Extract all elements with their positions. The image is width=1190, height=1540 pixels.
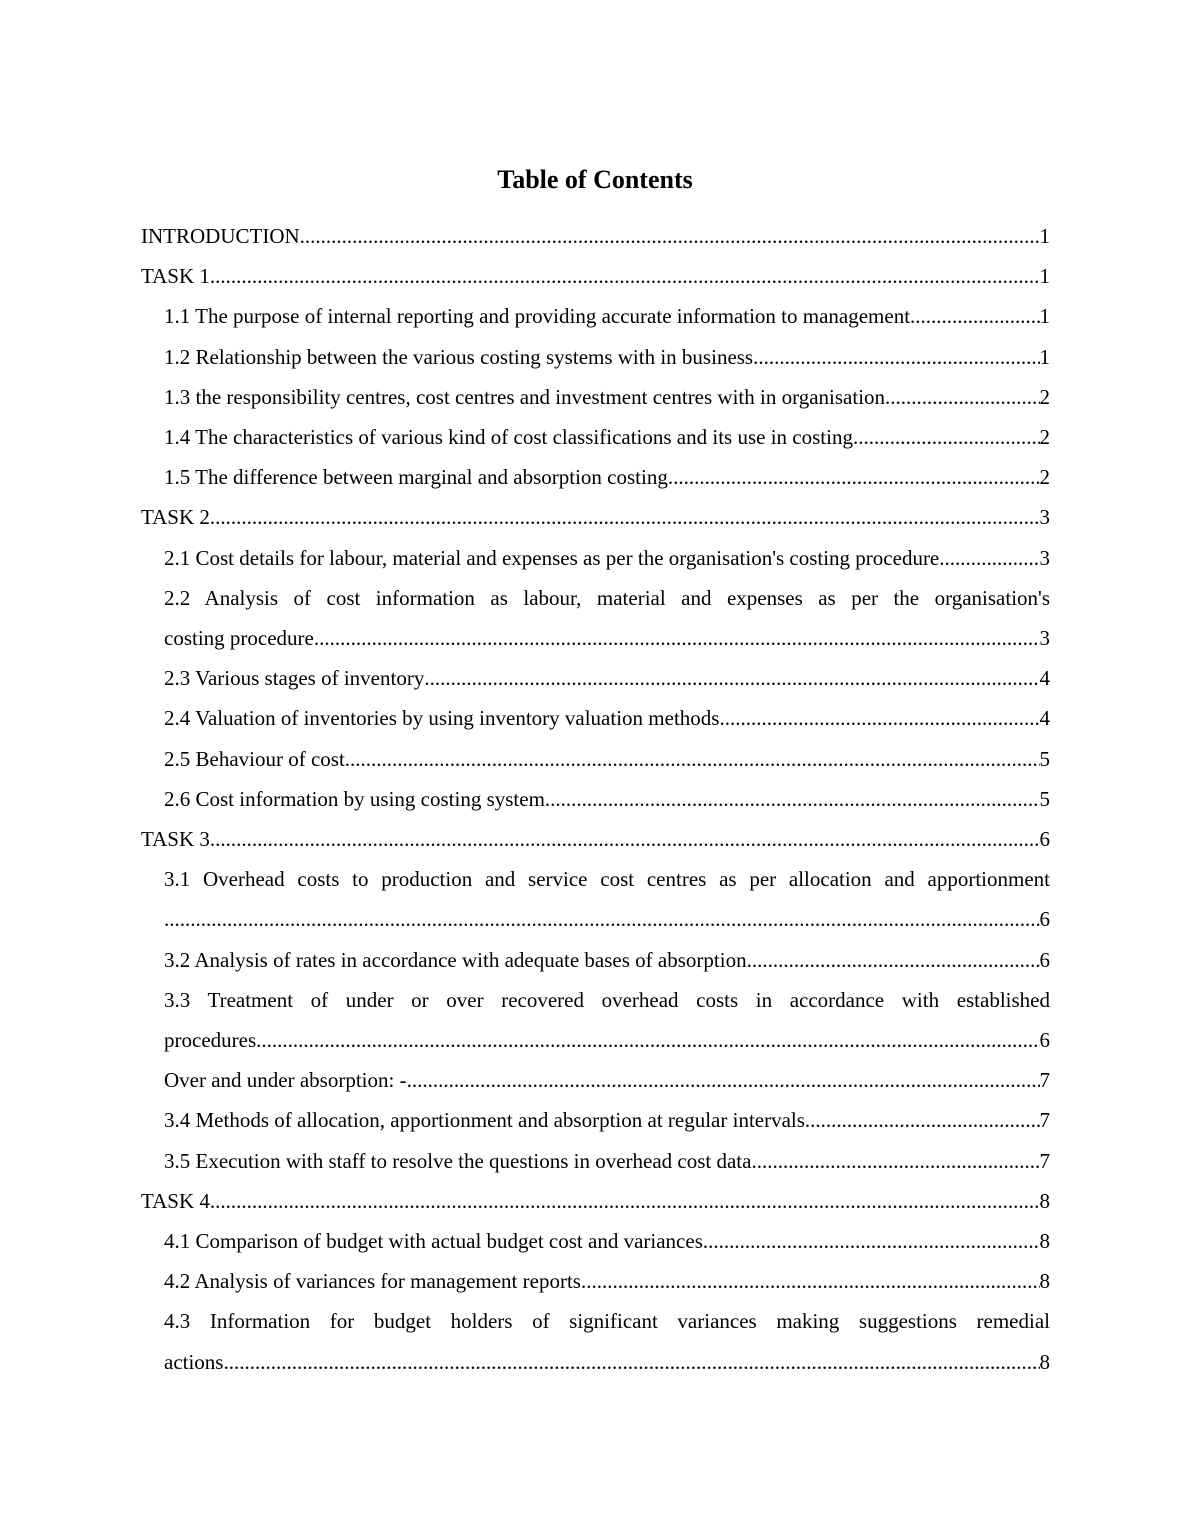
toc-entry[interactable] [141,859,1050,939]
dot-leader [747,940,1040,980]
toc-entry-page-number: 7 [1039,1148,1050,1173]
dot-leader [210,497,1040,537]
toc-entry-page-number: 2 [1039,465,1050,490]
dot-leader [424,658,1039,698]
dot-leader [915,296,1039,336]
toc-entry[interactable] [141,1181,1050,1221]
toc-entry[interactable] [141,497,1050,537]
toc-entry-row [164,337,1050,377]
dot-leader [407,1060,1040,1100]
toc-entry-row [164,618,1050,658]
toc-entry[interactable] [141,1141,1050,1181]
dot-leader [210,256,1040,296]
toc-entry-text: costing procedure [164,626,314,651]
toc-entry-text: 3.5 Execution with staff to resolve the questions in overhead cost data [164,1148,752,1173]
toc-entry-text: 1.3 the responsibility centres, cost centres and investment centres with in organisation [164,384,886,409]
toc-entry[interactable] [141,256,1050,296]
dot-leader [581,1261,1040,1301]
toc-entry-page-number: 6 [1039,947,1050,972]
toc-entry-page-number: 1 [1039,264,1050,289]
dot-leader [885,377,1039,417]
toc-entry-row [164,1221,1050,1261]
toc-entry[interactable] [141,1221,1050,1261]
dot-leader [545,779,1040,819]
toc-entry-text: 4.2 Analysis of variances for management reports [164,1269,581,1294]
toc-entry-row [164,1100,1050,1140]
toc-entry-row [141,819,1050,859]
toc-entry-page-number: 3 [1039,545,1050,570]
toc-entry[interactable] [141,1100,1050,1140]
toc-entry[interactable] [141,457,1050,497]
toc-entry-row [164,1342,1050,1382]
toc-entry[interactable] [141,538,1050,578]
toc-entry-row [164,457,1050,497]
toc-entry-text: 2.4 Valuation of inventories by using inventory valuation methods [164,706,720,731]
table-of-contents [141,216,1050,1382]
toc-entry[interactable] [141,1261,1050,1301]
toc-entry-text: 2.6 Cost information by using costing system [164,786,545,811]
toc-entry-text: TASK 1 [141,264,210,289]
toc-entry[interactable] [141,1060,1050,1100]
dot-leader [300,216,1040,256]
toc-entry-page-number: 7 [1039,1108,1050,1133]
toc-entry[interactable] [141,819,1050,859]
toc-entry[interactable] [141,337,1050,377]
toc-entry-text: TASK 4 [141,1188,210,1213]
toc-entry-page-number: 8 [1039,1269,1050,1294]
toc-entry[interactable] [141,658,1050,698]
toc-entry-page-number: 4 [1039,666,1050,691]
toc-entry-row [164,940,1050,980]
toc-entry[interactable] [141,216,1050,256]
dot-leader [668,457,1040,497]
toc-entry-row [164,899,1050,939]
toc-entry-page-number: 4 [1039,706,1050,731]
dot-leader [719,698,1039,738]
toc-entry[interactable] [141,417,1050,457]
toc-entry-page-number: 5 [1039,786,1050,811]
toc-entry-text: INTRODUCTION [141,224,300,248]
toc-entry-row [164,779,1050,819]
toc-entry-page-number: 3 [1039,626,1050,651]
toc-entry-text-line1: 3.3 Treatment of under or over recovered overhead costs in accordance with established [164,987,1050,1012]
toc-entry-page-number: 2 [1039,425,1050,450]
toc-entry-page-number: 6 [1039,827,1050,852]
toc-entry-text: 4.1 Comparison of budget with actual budget cost and variances [164,1229,703,1254]
toc-entry-text: procedures [164,1028,257,1053]
dot-leader [753,337,1039,377]
toc-title: Table of Contents [497,165,693,194]
dot-leader [314,618,1040,658]
toc-entry-page-number: 8 [1039,1188,1050,1213]
toc-entry-page-number: 6 [1039,907,1050,932]
dot-leader [223,1342,1039,1382]
dot-leader [210,1181,1040,1221]
toc-entry[interactable] [141,698,1050,738]
toc-entry-text: 2.3 Various stages of inventory [164,666,425,691]
toc-entry-row [141,497,1050,537]
toc-entry-row [164,417,1050,457]
dot-leader [210,819,1040,859]
toc-entry-text-line1: 4.3 Information for budget holders of significant variances making suggestions remedial [164,1309,1050,1334]
toc-entry[interactable] [141,980,1050,1060]
toc-entry-row [164,377,1050,417]
toc-entry-text: 2.5 Behaviour of cost [164,746,345,771]
toc-entry[interactable] [141,739,1050,779]
toc-entry-row [141,216,1050,256]
toc-entry-text: actions [164,1349,224,1374]
toc-entry-page-number: 1 [1039,344,1050,369]
dot-leader [256,1020,1039,1060]
toc-entry[interactable] [141,940,1050,980]
dot-leader [805,1100,1040,1140]
toc-entry-text: 1.4 The characteristics of various kind of cost classifications and its use in costing [164,425,853,450]
toc-entry-page-number: 8 [1039,1229,1050,1254]
toc-entry-text: 3.4 Methods of allocation, apportionment and absorption at regular intervals [164,1108,805,1133]
toc-entry[interactable] [141,296,1050,336]
dot-leader [164,899,1040,939]
toc-entry-text: 1.2 Relationship between the various costing systems with in business [164,344,754,369]
toc-entry-row [164,538,1050,578]
toc-entry-row [141,1181,1050,1221]
toc-entry-row [141,256,1050,296]
toc-entry[interactable] [141,578,1050,658]
toc-entry-text: Over and under absorption: - [164,1068,407,1093]
toc-entry-row [164,296,1050,336]
toc-entry-row [164,1261,1050,1301]
toc-entry-row [164,658,1050,698]
toc-entry[interactable] [141,377,1050,417]
toc-entry[interactable] [141,1301,1050,1381]
toc-entry-row [164,739,1050,779]
toc-entry-page-number: 3 [1039,505,1050,530]
toc-entry-text: TASK 2 [141,505,210,530]
toc-entry-text: TASK 3 [141,827,210,852]
dot-leader [345,739,1040,779]
toc-entry-text: 3.2 Analysis of rates in accordance with adequate bases of absorption [164,947,747,972]
toc-entry-row [164,1060,1050,1100]
toc-entry-text: 1.1 The purpose of internal reporting and providing accurate information to management. [164,304,916,329]
toc-entry-text: 2.1 Cost details for labour, material and expenses as per the organisation's costing procedure [164,545,940,570]
dot-leader [853,417,1040,457]
toc-entry-text-line1: 3.1 Overhead costs to production and service cost centres as per allocation and apportionment [164,867,1050,892]
dot-leader [939,538,1039,578]
toc-entry-page-number: 6 [1039,1028,1050,1053]
toc-entry[interactable] [141,779,1050,819]
dot-leader [703,1221,1040,1261]
toc-entry-row [164,1020,1050,1060]
toc-entry-row [164,1141,1050,1181]
toc-entry-text: 1.5 The difference between marginal and absorption costing [164,465,668,490]
toc-entry-page-number: 1 [1039,304,1050,329]
toc-entry-page-number: 5 [1039,746,1050,771]
toc-entry-row [164,698,1050,738]
toc-entry-text-line1: 2.2 Analysis of cost information as labour, material and expenses as per the organisation's [164,585,1050,610]
toc-entry-page-number: 7 [1039,1068,1050,1093]
toc-entry-page-number: 1 [1039,224,1050,248]
dot-leader [751,1141,1039,1181]
toc-entry-page-number: 8 [1039,1349,1050,1374]
toc-entry-page-number: 2 [1039,384,1050,409]
